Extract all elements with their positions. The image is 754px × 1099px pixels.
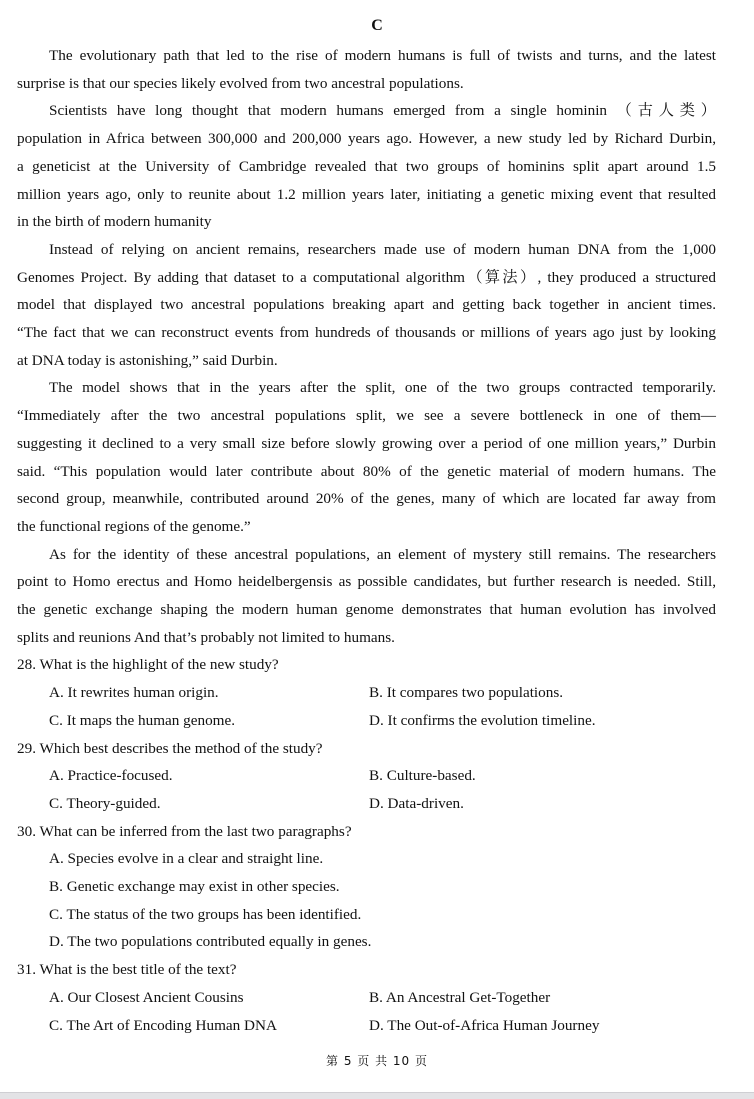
answer-option-d: D. It confirms the evolution timeline. xyxy=(369,711,596,729)
passage-line: The evolutionary path that led to the rise of modern humans is full of twists and turns, and the latest xyxy=(49,47,716,64)
passage-line: As for the identity of these ancestral populations, an element of mystery still remains. The researchers xyxy=(49,545,716,563)
passage-line: splits and reunions And that’s probably not limited to humans. xyxy=(17,628,395,646)
passage-line: surprise is that our species likely evolved from two ancestral populations. xyxy=(17,74,464,92)
answer-option-a: A. Our Closest Ancient Cousins xyxy=(49,988,244,1006)
passage-line: point to Homo erectus and Homo heidelbergensis as possible candidates, but further research is needed. Still, xyxy=(17,573,716,591)
passage-line: population in Africa between 300,000 and 200,000 years ago. However, a new study led by Richard Durbin, xyxy=(17,130,716,148)
page-number: 第 5 页 共 10 页 xyxy=(326,1054,428,1068)
answer-option-b: B. An Ancestral Get-Together xyxy=(369,988,551,1006)
answer-option-a: A. Practice-focused. xyxy=(49,767,173,785)
passage-line: “Immediately after the two ancestral populations split, we see a severe bottleneck in one of them— xyxy=(17,407,716,425)
answer-option-c: C. The Art of Encoding Human DNA xyxy=(49,1016,277,1034)
answer-option-a: A. Species evolve in a clear and straight line. xyxy=(49,850,324,868)
passage-line: a geneticist at the University of Cambridge revealed that two groups of hominins split apart around 1.5 xyxy=(17,157,716,175)
passage-line: model that displayed two ancestral populations breaking apart and getting back together in ancient times. xyxy=(17,296,716,314)
question-stem: 29. Which best describes the method of the study? xyxy=(17,739,323,757)
passage-line: million years ago, only to reunite about 1.2 million years later, initiating a genetic mixing event that resulted xyxy=(17,185,716,203)
question-stem: 31. What is the best title of the text? xyxy=(17,961,237,979)
passage-line: second group, meanwhile, contributed around 20% of the genes, many of which are located far away from xyxy=(17,490,716,508)
answer-option-b: B. It compares two populations. xyxy=(369,684,564,702)
question-stem: 30. What can be inferred from the last two paragraphs? xyxy=(17,822,352,840)
question-stem: 28. What is the highlight of the new study? xyxy=(17,656,279,674)
passage-line: The model shows that in the years after the split, one of the two groups contracted temporarily. xyxy=(49,379,716,397)
answer-option-a: A. It rewrites human origin. xyxy=(49,684,219,702)
passage-line: Genomes Project. By adding that dataset to a computational algorithm（算法）, they produced a structured xyxy=(17,268,716,286)
section-title: C xyxy=(371,17,383,34)
passage-line: in the birth of modern humanity xyxy=(17,213,212,231)
answer-option-c: C. Theory-guided. xyxy=(49,794,161,812)
answer-option-d: D. The Out-of-Africa Human Journey xyxy=(369,1016,600,1034)
answer-option-b: B. Genetic exchange may exist in other species. xyxy=(49,878,340,895)
passage-line: Scientists have long thought that modern humans emerged from a single hominin （古人类） xyxy=(49,102,716,120)
passage-line: suggesting it declined to a very small size before slowly growing over a period of one million years,” Durbin xyxy=(17,434,716,452)
passage-line: the genetic exchange shaping the modern human genome demonstrates that human evolution has involved xyxy=(17,601,716,618)
answer-option-c: C. It maps the human genome. xyxy=(49,711,236,729)
passage-line: at DNA today is astonishing,” said Durbin. xyxy=(17,351,278,369)
passage-line: said. “This population would later contribute about 80% of the genetic material of modern humans. The xyxy=(17,462,716,480)
passage-line: the functional regions of the genome.” xyxy=(17,517,251,535)
answer-option-d: D. The two populations contributed equally in genes. xyxy=(49,933,372,951)
answer-option-b: B. Culture-based. xyxy=(369,767,476,785)
answer-option-c: C. The status of the two groups has been identified. xyxy=(49,905,362,923)
passage-line: Instead of relying on ancient remains, researchers made use of modern human DNA from the 1,000 xyxy=(49,240,716,258)
passage-line: “The fact that we can reconstruct events from hundreds of thousands or millions of years ago just by looking xyxy=(17,324,716,341)
answer-option-d: D. Data-driven. xyxy=(369,794,464,812)
